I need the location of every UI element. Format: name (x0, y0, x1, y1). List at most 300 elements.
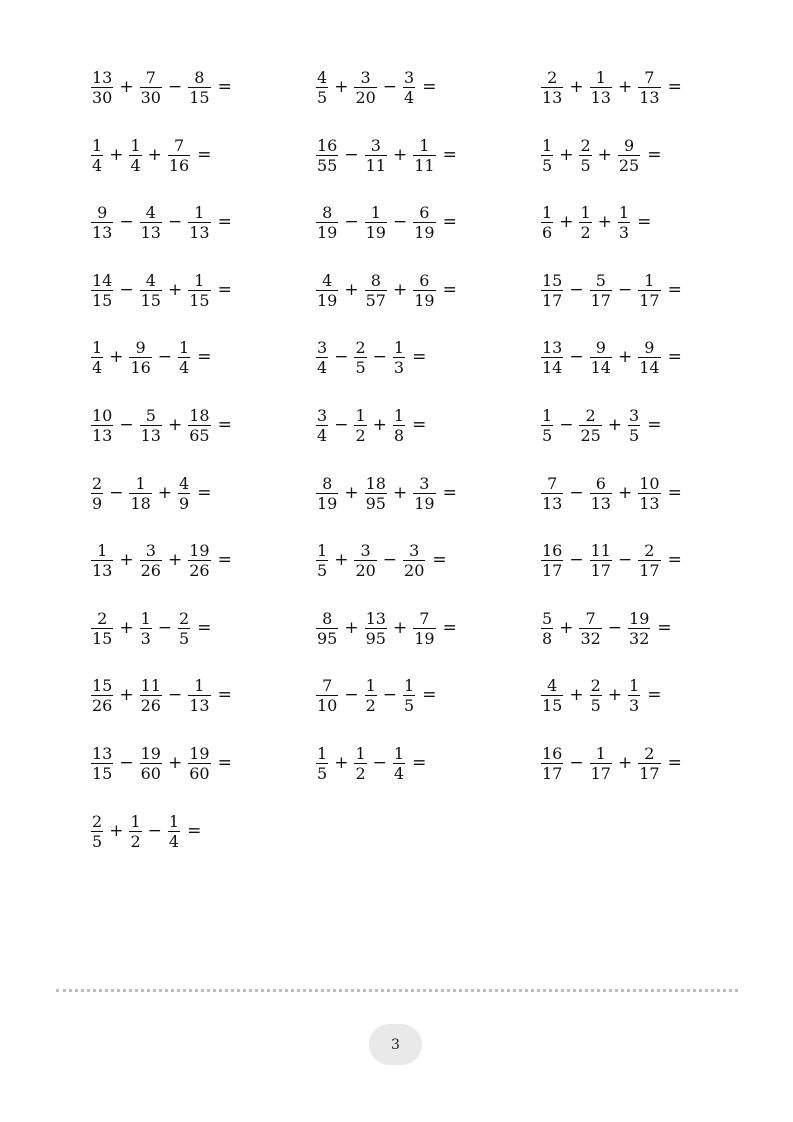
denominator: 13 (542, 88, 563, 107)
numerator: 19 (140, 744, 161, 763)
numerator: 7 (644, 68, 655, 87)
denominator: 17 (639, 561, 660, 581)
fraction (188, 271, 210, 310)
fraction-problem (314, 744, 426, 783)
fraction (316, 406, 328, 445)
numerator: 1 (130, 811, 141, 831)
denominator: 13 (92, 561, 113, 581)
numerator: 1 (393, 338, 405, 358)
fraction (188, 676, 210, 715)
denominator: 14 (639, 358, 660, 378)
minus-operator: − (167, 77, 183, 97)
denominator: 19 (414, 628, 435, 648)
fraction (638, 474, 660, 513)
numerator: 1 (179, 338, 190, 358)
fraction (638, 68, 660, 107)
fraction (365, 136, 387, 175)
fraction (91, 812, 103, 851)
plus-operator: + (372, 415, 387, 435)
denominator: 3 (140, 628, 151, 648)
fraction (541, 609, 553, 648)
numerator: 2 (92, 473, 103, 493)
plus-operator: + (157, 482, 173, 503)
fraction (413, 136, 435, 175)
fraction (316, 676, 338, 715)
plus-operator: + (334, 77, 349, 97)
denominator: 8 (542, 628, 553, 648)
denominator: 3 (629, 696, 640, 716)
denominator: 5 (542, 155, 553, 175)
numerator: 7 (145, 68, 156, 87)
plus-operator: + (607, 685, 623, 706)
denominator: 13 (189, 696, 210, 716)
fraction (413, 203, 435, 242)
fraction (91, 609, 113, 648)
numerator: 18 (189, 406, 210, 425)
equals-sign: = (667, 347, 682, 368)
denominator: 2 (130, 831, 141, 851)
plus-operator: + (334, 753, 349, 773)
minus-operator: − (147, 820, 162, 841)
numerator: 2 (644, 541, 655, 561)
numerator: 1 (542, 203, 553, 223)
fraction-problem (539, 474, 682, 513)
equals-sign: = (667, 753, 682, 773)
equals-sign: = (647, 144, 662, 165)
minus-operator: − (382, 685, 398, 706)
fraction (638, 338, 660, 377)
plus-operator: + (617, 77, 633, 97)
denominator: 17 (639, 764, 660, 783)
denominator: 16 (130, 358, 151, 378)
fraction-problem (539, 406, 661, 445)
fraction (403, 68, 415, 107)
fraction (91, 474, 103, 513)
fraction (638, 271, 660, 310)
fraction-problem (314, 474, 457, 513)
denominator: 13 (140, 223, 161, 243)
numerator: 16 (542, 541, 563, 561)
fraction (590, 676, 602, 715)
denominator: 17 (542, 764, 563, 783)
fraction (638, 744, 660, 783)
fraction (316, 474, 338, 513)
equals-sign: = (217, 550, 232, 571)
minus-operator: − (372, 347, 387, 368)
fraction (579, 609, 601, 648)
numerator: 1 (194, 676, 205, 696)
numerator: 15 (542, 270, 563, 290)
minus-operator: − (607, 617, 623, 638)
numerator: 10 (92, 406, 113, 425)
equals-sign: = (637, 212, 652, 233)
numerator: 1 (140, 608, 151, 628)
fraction (91, 744, 113, 783)
equals-sign: = (217, 77, 232, 97)
page-number-badge (369, 1024, 422, 1065)
fraction (178, 609, 190, 648)
plus-operator: + (392, 617, 408, 638)
fraction (403, 541, 425, 580)
numerator: 3 (370, 135, 381, 155)
plus-operator: + (392, 482, 408, 503)
numerator: 3 (629, 406, 640, 425)
denominator: 17 (542, 290, 563, 310)
plus-operator: + (167, 415, 183, 435)
fraction (413, 474, 435, 513)
fraction (541, 676, 563, 715)
numerator: 9 (623, 135, 635, 155)
fraction (168, 136, 190, 175)
denominator: 4 (92, 358, 103, 378)
plus-operator: + (119, 617, 134, 638)
minus-operator: − (569, 482, 584, 503)
plus-operator: + (147, 144, 162, 165)
numerator: 2 (355, 338, 366, 358)
fraction-problem (539, 68, 682, 107)
numerator: 1 (194, 270, 205, 290)
numerator: 15 (92, 676, 113, 696)
denominator: 5 (629, 426, 640, 445)
plus-operator: + (559, 144, 574, 165)
plus-operator: + (607, 415, 623, 435)
fraction (316, 609, 338, 648)
equals-sign: = (667, 279, 682, 300)
numerator: 11 (140, 676, 161, 696)
equals-sign: = (657, 617, 672, 638)
dotted-divider (56, 989, 738, 992)
fraction-problem (539, 136, 661, 175)
fraction-problem (539, 676, 661, 715)
fraction (590, 744, 612, 783)
numerator: 19 (629, 608, 650, 628)
numerator: 5 (542, 608, 553, 628)
denominator: 5 (404, 696, 415, 716)
numerator: 6 (419, 203, 430, 223)
numerator: 1 (595, 744, 606, 763)
denominator: 13 (590, 493, 611, 513)
denominator: 14 (542, 358, 563, 378)
numerator: 3 (360, 68, 371, 87)
denominator: 95 (317, 628, 338, 648)
plus-operator: + (597, 144, 612, 165)
fraction (365, 271, 387, 310)
equals-sign: = (442, 279, 457, 300)
minus-operator: − (569, 550, 584, 571)
fraction (129, 474, 151, 513)
fraction (628, 609, 650, 648)
fraction-problem (314, 68, 436, 107)
fraction (91, 203, 113, 242)
plus-operator: + (109, 347, 124, 368)
denominator: 15 (92, 628, 113, 648)
fraction (541, 406, 553, 445)
denominator: 13 (590, 88, 611, 107)
fraction (354, 541, 376, 580)
fraction-problem (89, 541, 232, 580)
fraction-problem (89, 406, 232, 445)
plus-operator: + (119, 550, 134, 571)
plus-operator: + (569, 685, 584, 706)
fraction (140, 203, 162, 242)
numerator: 1 (393, 744, 405, 763)
denominator: 19 (317, 223, 338, 243)
fraction (590, 474, 612, 513)
denominator: 26 (140, 561, 161, 581)
fraction (129, 812, 141, 851)
plus-operator: + (344, 482, 359, 503)
fraction (638, 541, 660, 580)
numerator: 1 (542, 406, 553, 425)
numerator: 9 (595, 338, 606, 358)
fraction (91, 271, 113, 310)
denominator: 15 (140, 290, 161, 310)
fraction (140, 68, 162, 107)
numerator: 8 (322, 473, 333, 493)
plus-operator: + (344, 617, 359, 638)
denominator: 5 (179, 628, 190, 648)
fraction (140, 271, 162, 310)
numerator: 1 (595, 68, 606, 87)
fraction-problem (539, 609, 672, 648)
denominator: 2 (365, 696, 376, 716)
numerator: 1 (404, 676, 415, 696)
denominator: 26 (189, 561, 210, 581)
denominator: 9 (179, 493, 190, 513)
numerator: 1 (365, 676, 376, 696)
fraction-problem (539, 338, 682, 377)
denominator: 20 (355, 561, 376, 581)
denominator: 15 (92, 290, 113, 310)
denominator: 11 (414, 155, 435, 175)
minus-operator: − (344, 685, 359, 706)
denominator: 4 (393, 764, 405, 783)
numerator: 4 (322, 270, 333, 290)
fraction (354, 744, 366, 783)
fraction (316, 744, 328, 783)
numerator: 3 (409, 541, 420, 561)
numerator: 1 (168, 811, 180, 831)
denominator: 11 (365, 155, 386, 175)
plus-operator: + (559, 212, 574, 233)
denominator: 4 (168, 831, 180, 851)
equals-sign: = (667, 77, 682, 97)
minus-operator: − (167, 685, 183, 706)
fraction (590, 271, 612, 310)
fraction (129, 136, 141, 175)
numerator: 4 (317, 68, 328, 87)
fraction-problem (314, 406, 426, 445)
denominator: 4 (179, 358, 190, 378)
minus-operator: − (569, 347, 584, 368)
denominator: 30 (140, 88, 161, 107)
numerator: 5 (145, 406, 156, 425)
numerator: 7 (322, 676, 333, 696)
denominator: 25 (618, 155, 640, 175)
minus-operator: − (167, 212, 183, 233)
numerator: 18 (365, 473, 386, 493)
equals-sign: = (412, 415, 427, 435)
minus-operator: − (559, 415, 574, 435)
denominator: 17 (542, 561, 563, 581)
numerator: 1 (419, 135, 430, 155)
numerator: 9 (97, 203, 108, 223)
fraction (413, 271, 435, 310)
minus-operator: − (119, 753, 134, 773)
numerator: 1 (629, 676, 640, 696)
equals-sign: = (197, 347, 212, 368)
fraction (541, 136, 553, 175)
equals-sign: = (442, 212, 457, 233)
denominator: 95 (365, 628, 386, 648)
denominator: 26 (92, 696, 113, 716)
denominator: 20 (355, 88, 376, 107)
fraction (354, 338, 366, 377)
fraction (541, 68, 563, 107)
equals-sign: = (197, 617, 212, 638)
denominator: 3 (393, 358, 405, 378)
denominator: 5 (580, 155, 591, 175)
numerator: 1 (355, 406, 366, 425)
numerator: 14 (92, 270, 113, 290)
numerator: 1 (130, 135, 141, 155)
fraction (316, 203, 338, 242)
numerator: 1 (92, 135, 103, 155)
fraction (188, 406, 210, 445)
fraction-problem (89, 68, 232, 107)
denominator: 5 (542, 426, 553, 445)
numerator: 3 (145, 541, 156, 561)
numerator: 1 (92, 338, 103, 358)
numerator: 7 (173, 135, 185, 155)
fraction (365, 474, 387, 513)
numerator: 13 (92, 68, 113, 87)
minus-operator: − (372, 753, 387, 773)
fraction (590, 541, 612, 580)
denominator: 14 (590, 358, 611, 378)
numerator: 8 (194, 68, 205, 87)
numerator: 6 (595, 473, 606, 493)
numerator: 1 (580, 203, 591, 223)
denominator: 8 (393, 426, 405, 445)
numerator: 1 (317, 541, 328, 561)
denominator: 17 (590, 290, 611, 310)
fraction (541, 203, 553, 242)
numerator: 4 (547, 676, 558, 696)
numerator: 4 (145, 270, 156, 290)
minus-operator: − (569, 753, 584, 773)
minus-operator: − (334, 415, 349, 435)
plus-operator: + (392, 279, 408, 300)
fraction (354, 68, 376, 107)
minus-operator: − (119, 212, 134, 233)
equals-sign: = (187, 820, 202, 841)
fraction-problem (314, 271, 457, 310)
denominator: 19 (414, 493, 435, 513)
equals-sign: = (217, 685, 232, 706)
numerator: 1 (355, 744, 366, 763)
numerator: 7 (585, 608, 596, 628)
numerator: 16 (542, 744, 563, 763)
minus-operator: − (157, 617, 173, 638)
fraction (91, 68, 113, 107)
numerator: 6 (419, 270, 430, 290)
denominator: 6 (542, 223, 553, 243)
numerator: 1 (644, 270, 655, 290)
numerator: 4 (145, 203, 156, 223)
fraction-problem (314, 338, 426, 377)
page-number: 3 (391, 1036, 400, 1053)
denominator: 3 (618, 223, 630, 243)
plus-operator: + (167, 279, 183, 300)
denominator: 2 (355, 764, 366, 783)
numerator: 13 (92, 744, 113, 763)
fraction (316, 136, 338, 175)
denominator: 16 (168, 155, 190, 175)
plus-operator: + (617, 347, 633, 368)
denominator: 2 (580, 223, 591, 243)
fraction (316, 541, 328, 580)
fraction (579, 203, 591, 242)
denominator: 13 (639, 88, 660, 107)
denominator: 55 (317, 155, 338, 175)
denominator: 9 (92, 493, 103, 513)
numerator: 2 (644, 744, 655, 763)
denominator: 30 (92, 88, 113, 107)
fraction (316, 68, 328, 107)
denominator: 17 (590, 764, 611, 783)
minus-operator: − (382, 550, 398, 571)
fraction (590, 68, 612, 107)
plus-operator: + (109, 144, 124, 165)
fraction (188, 203, 210, 242)
denominator: 65 (189, 426, 210, 445)
minus-operator: − (157, 347, 173, 368)
numerator: 2 (580, 135, 591, 155)
fraction (188, 68, 210, 107)
numerator: 8 (370, 270, 381, 290)
denominator: 20 (404, 561, 425, 581)
equals-sign: = (422, 77, 437, 97)
fraction-problem (314, 541, 447, 580)
fraction (129, 338, 151, 377)
fraction (579, 406, 601, 445)
equals-sign: = (432, 550, 447, 571)
minus-operator: − (344, 212, 359, 233)
minus-operator: − (109, 482, 124, 503)
fraction (140, 744, 162, 783)
denominator: 13 (140, 426, 161, 445)
fraction (140, 676, 162, 715)
denominator: 13 (639, 493, 660, 513)
fraction (365, 609, 387, 648)
denominator: 57 (365, 290, 386, 310)
plus-operator: + (344, 279, 359, 300)
fraction-problem (314, 203, 457, 242)
denominator: 5 (355, 358, 366, 378)
numerator: 1 (618, 203, 630, 223)
fraction (91, 541, 113, 580)
denominator: 5 (590, 696, 601, 716)
fraction (91, 406, 113, 445)
denominator: 5 (317, 764, 328, 783)
fraction-problem (314, 136, 457, 175)
numerator: 3 (404, 68, 415, 87)
numerator: 8 (322, 203, 333, 223)
denominator: 5 (92, 831, 103, 851)
numerator: 2 (179, 608, 190, 628)
numerator: 11 (590, 541, 611, 561)
